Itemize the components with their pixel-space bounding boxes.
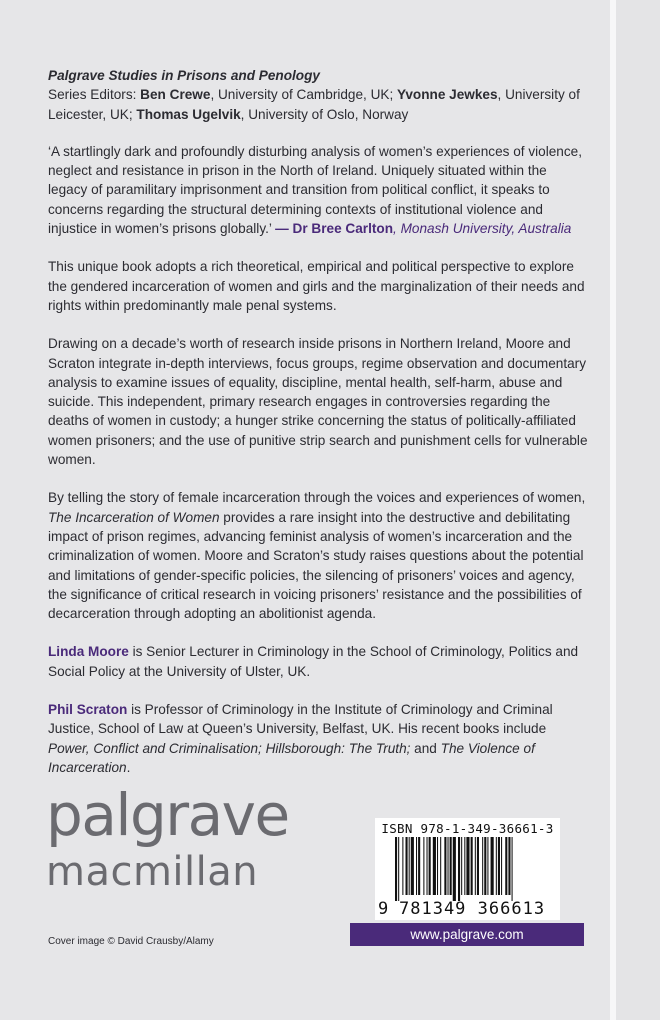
barcode-bar	[444, 837, 446, 895]
barcode-bar	[501, 837, 502, 895]
barcode-bar	[453, 837, 456, 901]
barcode-bar	[487, 837, 488, 895]
barcode-bar	[437, 837, 438, 895]
barcode-bar	[477, 837, 479, 895]
book-title: The Incarceration of Women	[48, 509, 220, 525]
barcode-bar	[505, 837, 507, 895]
barcode-bar	[496, 837, 497, 895]
barcode-bar	[448, 837, 449, 895]
author-bio-2	[48, 700, 588, 777]
editor-affiliation: , University of Leicester, UK;	[48, 87, 580, 122]
barcode-bar	[498, 837, 500, 895]
book-titles: Power, Conflict and Criminalisation; Hillsborough: The Truth;	[48, 740, 411, 756]
book-spine	[616, 0, 660, 1020]
isbn-label: ISBN 978-1-349-36661-3	[381, 821, 554, 836]
barcode-bar	[484, 837, 486, 895]
author-name: Linda Moore	[48, 644, 129, 660]
book-title: The Violence of Incarceration	[48, 740, 535, 775]
barcode-bar	[418, 837, 420, 895]
barcode-bar	[411, 837, 414, 895]
author-bio-text: and	[410, 740, 441, 756]
barcode-bar	[406, 837, 408, 895]
series-title: Palgrave Studies in Prisons and Penology	[48, 68, 320, 83]
series-info	[48, 66, 588, 124]
quote-attribution-affiliation: , Monash University, Australia	[393, 221, 572, 237]
website-link[interactable]: www.palgrave.com	[350, 923, 584, 946]
barcode-bar	[429, 837, 431, 895]
quote-attribution-name: — Dr Bree Carlton	[275, 221, 394, 237]
paragraph-text: provides a rare insight into the destructive and debilitating impact of prison regimes, advancing feminist analysis of women’s incarceration and the criminalization of women. Moore and Scraton’s study raises questions about the potential and limitations of gender-specific policies, the silencing of prisoners’ voices and agency, the significance of critical research in voicing prisoners’ resistance and the possibilities of decarceration through adopting an abolitionist agenda.	[48, 509, 584, 622]
isbn-remaining-digits: 781349 366613	[399, 899, 546, 919]
barcode-bar	[482, 837, 483, 895]
isbn-barcode	[375, 818, 560, 920]
editor-name: Yvonne Jewkes	[397, 87, 498, 103]
editor-name: Thomas Ugelvik	[136, 106, 241, 122]
publisher-logo	[46, 781, 289, 895]
author-bio-text: is Professor of Criminology in the Institute of Criminology and Criminal Justice, School of Law at Queen’s University, Belfast, UK. His recent books include	[48, 702, 553, 737]
author-bio-text: is Senior Lecturer in Criminology in the School of Criminology, Politics and Social Policy at the University of Ulster, UK.	[48, 644, 579, 679]
barcode-bar	[423, 837, 424, 895]
isbn-first-digit: 9	[378, 899, 389, 919]
description-paragraph-2: Drawing on a decade’s worth of research inside prisons in Northern Ireland, Moore and Scraton integrate in-depth interviews, focus groups, regime observation and documentary analysis to examine issues of equality, discipline, mental health, self-harm, abuse and suicide. This independent, primary research engages in controversies regarding the deaths of women in custody; a hunger strike concerning the status of politically-affiliated women prisoners; and the use of punitive strip search and punishment cells for vulnerable women.	[48, 336, 588, 468]
endorsement-quote	[48, 142, 588, 238]
barcode-bar	[461, 837, 462, 895]
barcode-bar	[398, 837, 399, 901]
author-bio-1	[48, 642, 588, 681]
barcode-bar	[402, 837, 403, 895]
description-paragraph-1: This unique book adopts a rich theoretical, empirical and political perspective to explore the gendered incarceration of women and girls and the marginalization of their needs and rights within predominantly male penal systems.	[48, 259, 585, 313]
barcode-bar	[416, 837, 417, 895]
logo-line-macmillan: macmillan	[46, 849, 259, 895]
barcode-bar	[471, 837, 473, 895]
editor-affiliation: , University of Oslo, Norway	[240, 106, 409, 122]
editors-label: Series Editors:	[48, 87, 141, 103]
barcode-bar	[433, 837, 436, 895]
barcode-bar	[491, 837, 494, 895]
barcode-bars	[395, 837, 543, 901]
description-paragraph-3	[48, 488, 588, 623]
barcode-bar	[458, 837, 460, 901]
barcode-bar	[409, 837, 410, 895]
barcode-bar	[464, 837, 465, 895]
logo-line-palgrave: palgrave	[46, 781, 289, 849]
barcode-bar	[466, 837, 469, 895]
barcode-bar	[512, 837, 513, 901]
barcode-bar	[450, 837, 452, 895]
series-editors	[48, 85, 588, 124]
paragraph-text: By telling the story of female incarceration through the voices and experiences of women,	[48, 490, 586, 506]
editor-affiliation: , University of Cambridge, UK;	[210, 87, 398, 103]
barcode-bar	[475, 837, 476, 895]
barcode-bar	[427, 837, 428, 895]
author-name: Phil Scraton	[48, 702, 128, 718]
cover-text	[48, 66, 588, 796]
barcode-bar	[508, 837, 510, 895]
author-bio-text: .	[126, 759, 131, 775]
barcode-bar	[440, 837, 441, 895]
editor-name: Ben Crewe	[140, 87, 211, 103]
barcode-bar	[395, 837, 397, 901]
cover-image-credit: Cover image © David Crausby/Alamy	[48, 936, 214, 947]
quote-text: ‘A startlingly dark and profoundly disturbing analysis of women’s experiences of violence, neglect and resistance in prison in the North of Ireland. Uniquely situated within the legacy of paramilitary imprisonment and transition from political conflict, it speaks to concerns regarding the structural determining contexts of institutional violence and injustice in women’s prisons globally.’	[48, 143, 582, 237]
